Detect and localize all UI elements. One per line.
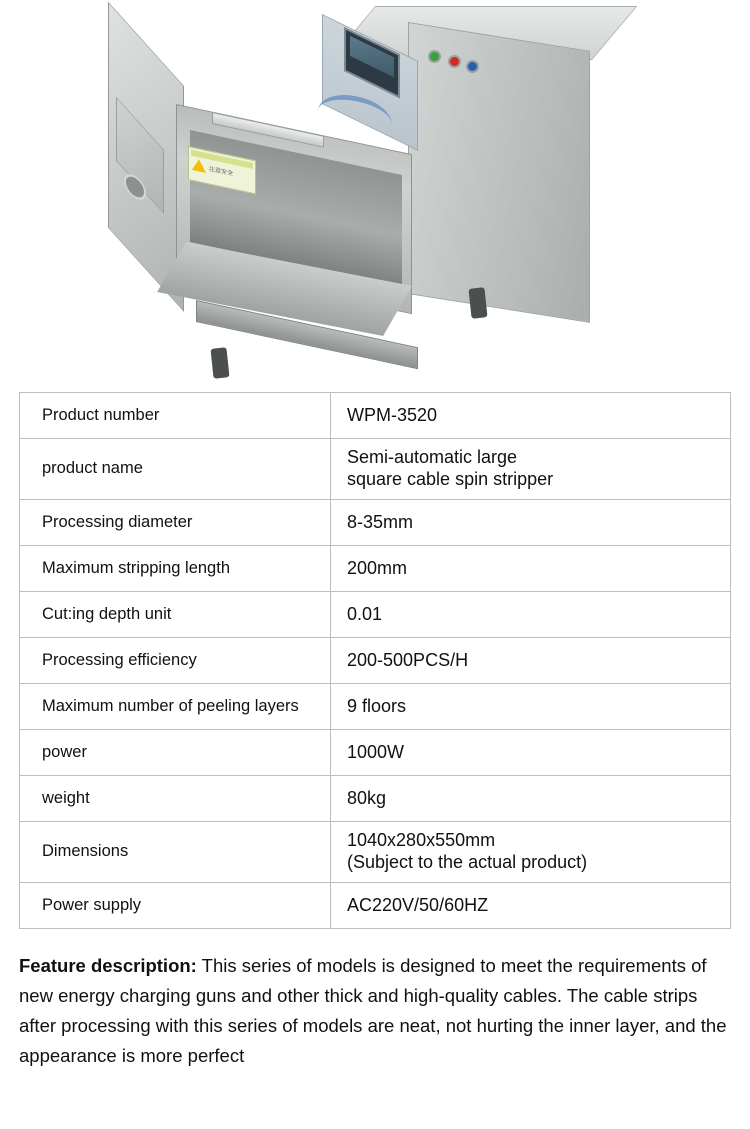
table-row [20,730,730,776]
spec-key: Dimensions [20,822,331,882]
feature-description-text: This series of models is designed to meet the requirements of new energy charging guns and other thick and high-quality cables. The cable strips after processing with this series of models are neat, not hurting the inner layer, and the appearance is more perfect [19,954,727,1066]
warning-label-text: 注意安全 [209,166,234,178]
table-row [20,500,730,546]
spec-value-line: Semi-automatic large [347,447,518,467]
table-row [20,439,730,500]
spec-value [331,822,730,882]
feature-description [19,951,731,1071]
spec-value-line: (Subject to the actual product) [347,851,588,872]
table-row [20,546,730,592]
spec-value [331,439,730,499]
spec-key: Cut:ing depth unit [20,592,331,637]
spec-value-line: square cable spin stripper [347,468,554,489]
reset-button-blue[interactable] [466,60,479,73]
warning-triangle-icon [192,158,206,173]
spec-value: 0.01 [347,603,383,624]
spec-value: 200-500PCS/H [347,649,469,670]
spec-value: 200mm [347,557,408,578]
table-row [20,684,730,730]
spec-value: AC220V/50/60HZ [347,894,489,915]
spec-key: Maximum number of peeling layers [20,684,331,729]
spec-value: 80kg [347,787,387,808]
spec-key: Power supply [20,883,331,928]
specification-table [19,392,731,929]
start-button-green[interactable] [428,50,441,63]
table-row [20,393,730,439]
spec-value: 8-35mm [347,511,414,532]
machine-cabinet-body [408,22,590,323]
spec-key: product name [20,439,331,499]
spec-key: Processing efficiency [20,638,331,683]
stop-button-red[interactable] [448,55,461,68]
product-photo [0,0,750,392]
table-row [20,592,730,638]
spec-key: weight [20,776,331,821]
machine-foot [468,287,487,319]
spec-value: 1000W [347,741,405,762]
spec-key: Product number [20,393,331,438]
spec-value: WPM-3520 [347,405,438,425]
table-row [20,638,730,684]
table-row [20,883,730,929]
feature-description-heading: Feature description: [19,954,197,976]
spec-key: Maximum stripping length [20,546,331,591]
spec-value-line: 1040x280x550mm [347,829,496,850]
table-row [20,822,730,883]
table-row [20,776,730,822]
spec-key: Processing diameter [20,500,331,545]
machine-foot [210,347,229,379]
spec-key: power [20,730,331,775]
spec-value: 9 floors [347,695,407,716]
